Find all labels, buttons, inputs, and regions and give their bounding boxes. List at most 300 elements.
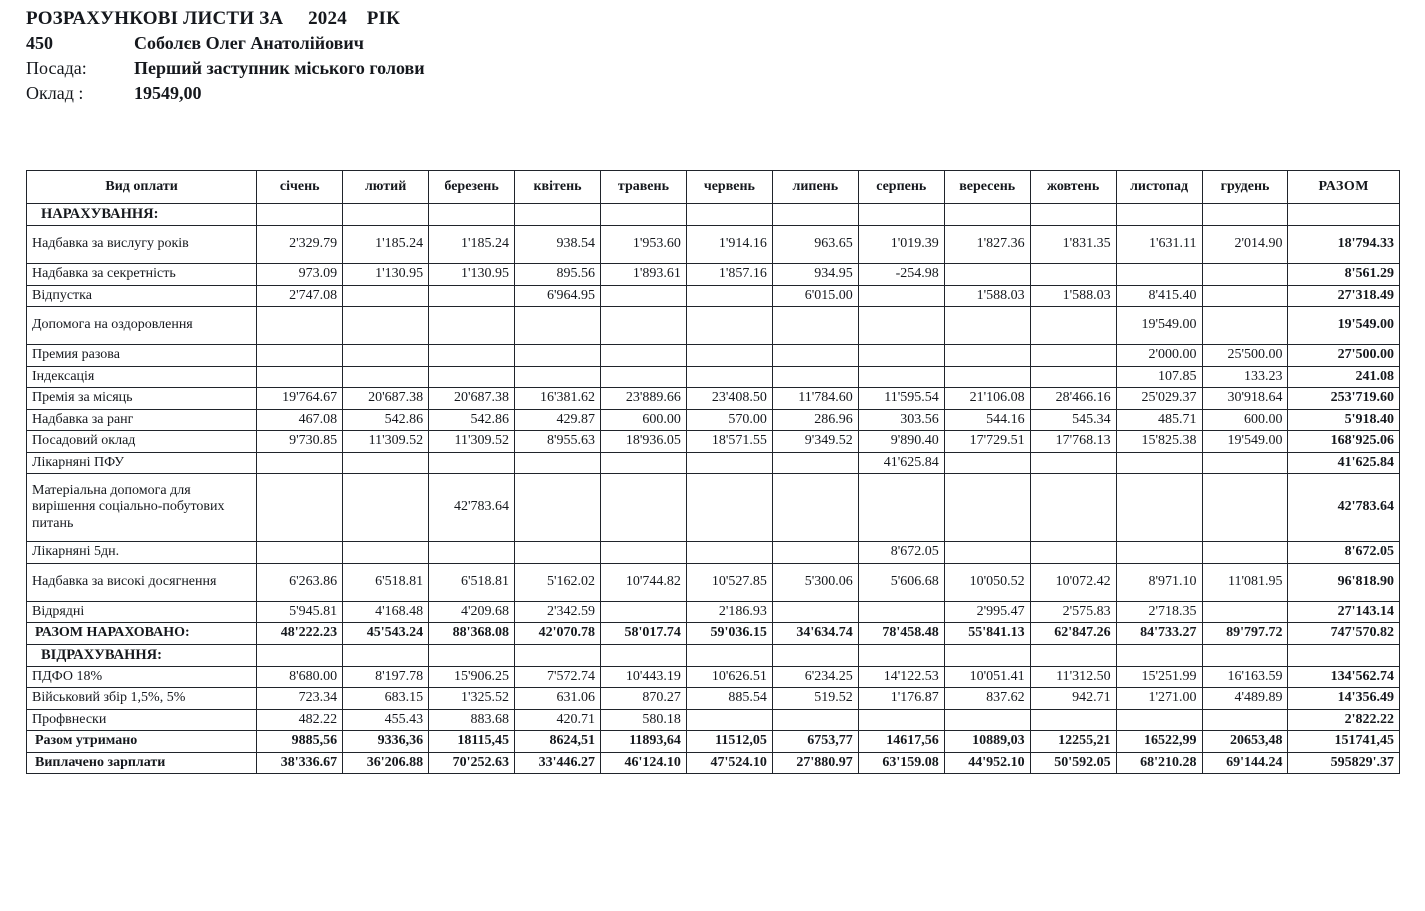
cell-march: 20'687.38 xyxy=(429,388,515,410)
cell-december: 69'144.24 xyxy=(1202,752,1288,774)
row-label: Лікарняні ПФУ xyxy=(27,452,257,474)
table-row xyxy=(27,474,1400,542)
cell-july: 27'880.97 xyxy=(772,752,858,774)
cell-july xyxy=(772,474,858,542)
employee-name: Соболєв Олег Анатолійович xyxy=(134,33,364,53)
cell-november: 84'733.27 xyxy=(1116,623,1202,645)
total-withheld-row xyxy=(27,731,1400,753)
cell-july xyxy=(772,345,858,367)
table-row xyxy=(27,366,1400,388)
cell-total: 8'561.29 xyxy=(1288,264,1400,286)
cell-september xyxy=(944,264,1030,286)
table-row xyxy=(27,264,1400,286)
table-row xyxy=(27,601,1400,623)
cell-december xyxy=(1202,709,1288,731)
cell-april: 631.06 xyxy=(515,688,601,710)
cell-june xyxy=(686,474,772,542)
section-header-deductions xyxy=(27,644,1400,666)
cell-september xyxy=(944,709,1030,731)
cell-january: 9885,56 xyxy=(257,731,343,753)
row-label: Разом утримано xyxy=(27,731,257,753)
cell-january: 9'730.85 xyxy=(257,431,343,453)
row-label: Виплачено зарплати xyxy=(27,752,257,774)
column-header-december: грудень xyxy=(1202,171,1288,204)
section-spacer xyxy=(429,204,515,226)
table-row xyxy=(27,409,1400,431)
section-label-deductions: ВІДРАХУВАННЯ: xyxy=(27,644,257,666)
section-spacer xyxy=(257,644,343,666)
cell-november: 68'210.28 xyxy=(1116,752,1202,774)
cell-april xyxy=(515,366,601,388)
table-row xyxy=(27,345,1400,367)
section-spacer xyxy=(600,204,686,226)
cell-december: 4'489.89 xyxy=(1202,688,1288,710)
cell-october xyxy=(1030,542,1116,564)
cell-august: 8'672.05 xyxy=(858,542,944,564)
cell-april: 2'342.59 xyxy=(515,601,601,623)
cell-november: 25'029.37 xyxy=(1116,388,1202,410)
cell-november xyxy=(1116,452,1202,474)
cell-january xyxy=(257,542,343,564)
cell-december: 19'549.00 xyxy=(1202,431,1288,453)
cell-december: 25'500.00 xyxy=(1202,345,1288,367)
cell-total: 747'570.82 xyxy=(1288,623,1400,645)
cell-february: 36'206.88 xyxy=(343,752,429,774)
cell-june: 18'571.55 xyxy=(686,431,772,453)
cell-december: 11'081.95 xyxy=(1202,563,1288,601)
row-label: ПДФО 18% xyxy=(27,666,257,688)
cell-september xyxy=(944,366,1030,388)
cell-december xyxy=(1202,542,1288,564)
cell-august: 5'606.68 xyxy=(858,563,944,601)
cell-april: 42'070.78 xyxy=(515,623,601,645)
cell-total: 96'818.90 xyxy=(1288,563,1400,601)
column-header-november: листопад xyxy=(1116,171,1202,204)
cell-february xyxy=(343,542,429,564)
cell-august: 1'019.39 xyxy=(858,226,944,264)
cell-june xyxy=(686,307,772,345)
cell-october: 1'588.03 xyxy=(1030,285,1116,307)
cell-january xyxy=(257,345,343,367)
salary-paid-row xyxy=(27,752,1400,774)
row-label: Надбавка за ранг xyxy=(27,409,257,431)
cell-may: 18'936.05 xyxy=(600,431,686,453)
cell-february: 1'185.24 xyxy=(343,226,429,264)
cell-june: 11512,05 xyxy=(686,731,772,753)
section-spacer xyxy=(772,204,858,226)
cell-october: 942.71 xyxy=(1030,688,1116,710)
section-spacer xyxy=(1116,644,1202,666)
cell-july xyxy=(772,366,858,388)
cell-july: 6'234.25 xyxy=(772,666,858,688)
cell-may xyxy=(600,285,686,307)
row-label: Надбавка за вислугу років xyxy=(27,226,257,264)
cell-february: 1'130.95 xyxy=(343,264,429,286)
cell-february: 9336,36 xyxy=(343,731,429,753)
cell-june xyxy=(686,366,772,388)
cell-january: 38'336.67 xyxy=(257,752,343,774)
cell-october: 28'466.16 xyxy=(1030,388,1116,410)
cell-march: 6'518.81 xyxy=(429,563,515,601)
cell-january: 48'222.23 xyxy=(257,623,343,645)
cell-total: 168'925.06 xyxy=(1288,431,1400,453)
cell-april xyxy=(515,345,601,367)
cell-total: 18'794.33 xyxy=(1288,226,1400,264)
cell-september xyxy=(944,307,1030,345)
section-spacer xyxy=(1202,644,1288,666)
cell-september: 17'729.51 xyxy=(944,431,1030,453)
cell-june xyxy=(686,452,772,474)
cell-july: 11'784.60 xyxy=(772,388,858,410)
column-header-march: березень xyxy=(429,171,515,204)
cell-march: 18115,45 xyxy=(429,731,515,753)
cell-march xyxy=(429,307,515,345)
cell-april: 16'381.62 xyxy=(515,388,601,410)
cell-april: 938.54 xyxy=(515,226,601,264)
cell-may: 580.18 xyxy=(600,709,686,731)
cell-august: 78'458.48 xyxy=(858,623,944,645)
cell-november xyxy=(1116,264,1202,286)
column-header-july: липень xyxy=(772,171,858,204)
cell-july: 6'015.00 xyxy=(772,285,858,307)
cell-february xyxy=(343,285,429,307)
column-header-pay-type: Вид оплати xyxy=(27,171,257,204)
section-spacer xyxy=(515,644,601,666)
cell-june: 59'036.15 xyxy=(686,623,772,645)
cell-august xyxy=(858,366,944,388)
cell-october: 11'312.50 xyxy=(1030,666,1116,688)
table-row xyxy=(27,542,1400,564)
cell-february: 683.15 xyxy=(343,688,429,710)
cell-february: 45'543.24 xyxy=(343,623,429,645)
cell-october: 62'847.26 xyxy=(1030,623,1116,645)
table-row xyxy=(27,709,1400,731)
cell-september xyxy=(944,345,1030,367)
cell-march: 11'309.52 xyxy=(429,431,515,453)
cell-july xyxy=(772,542,858,564)
cell-december: 16'163.59 xyxy=(1202,666,1288,688)
cell-august: -254.98 xyxy=(858,264,944,286)
cell-april: 8624,51 xyxy=(515,731,601,753)
section-spacer xyxy=(686,644,772,666)
document-header xyxy=(26,8,1026,108)
column-header-august: серпень xyxy=(858,171,944,204)
cell-march: 42'783.64 xyxy=(429,474,515,542)
total-accrued-row xyxy=(27,623,1400,645)
cell-march xyxy=(429,285,515,307)
cell-july: 963.65 xyxy=(772,226,858,264)
cell-august xyxy=(858,345,944,367)
cell-march: 15'906.25 xyxy=(429,666,515,688)
cell-july: 934.95 xyxy=(772,264,858,286)
cell-total: 8'672.05 xyxy=(1288,542,1400,564)
row-label: Надбавка за секретність xyxy=(27,264,257,286)
cell-may: 10'443.19 xyxy=(600,666,686,688)
cell-july xyxy=(772,709,858,731)
cell-february: 6'518.81 xyxy=(343,563,429,601)
cell-november: 15'251.99 xyxy=(1116,666,1202,688)
cell-total: 134'562.74 xyxy=(1288,666,1400,688)
cell-november xyxy=(1116,474,1202,542)
salary-value: 19549,00 xyxy=(134,83,202,103)
cell-july: 9'349.52 xyxy=(772,431,858,453)
section-header-accruals xyxy=(27,204,1400,226)
cell-march: 883.68 xyxy=(429,709,515,731)
position-label: Посада: xyxy=(26,58,87,78)
cell-july: 34'634.74 xyxy=(772,623,858,645)
cell-february: 455.43 xyxy=(343,709,429,731)
table-row xyxy=(27,688,1400,710)
row-label: Премия разова xyxy=(27,345,257,367)
row-label: РАЗОМ НАРАХОВАНО: xyxy=(27,623,257,645)
cell-march: 4'209.68 xyxy=(429,601,515,623)
row-label: Відпустка xyxy=(27,285,257,307)
cell-november: 8'971.10 xyxy=(1116,563,1202,601)
cell-june: 23'408.50 xyxy=(686,388,772,410)
cell-may xyxy=(600,307,686,345)
cell-november: 1'271.00 xyxy=(1116,688,1202,710)
table-row xyxy=(27,563,1400,601)
cell-july: 5'300.06 xyxy=(772,563,858,601)
header-title-row xyxy=(26,8,1026,30)
cell-january: 2'329.79 xyxy=(257,226,343,264)
payroll-table xyxy=(26,170,1400,774)
cell-january: 5'945.81 xyxy=(257,601,343,623)
cell-may xyxy=(600,366,686,388)
payroll-table-wrapper xyxy=(26,170,1400,774)
cell-november: 2'718.35 xyxy=(1116,601,1202,623)
cell-november: 8'415.40 xyxy=(1116,285,1202,307)
cell-total: 27'318.49 xyxy=(1288,285,1400,307)
cell-may: 1'953.60 xyxy=(600,226,686,264)
cell-october: 12255,21 xyxy=(1030,731,1116,753)
section-label-accruals: НАРАХУВАННЯ: xyxy=(27,204,257,226)
cell-may: 10'744.82 xyxy=(600,563,686,601)
cell-june: 2'186.93 xyxy=(686,601,772,623)
cell-may: 1'893.61 xyxy=(600,264,686,286)
cell-january: 467.08 xyxy=(257,409,343,431)
cell-may: 23'889.66 xyxy=(600,388,686,410)
cell-september: 544.16 xyxy=(944,409,1030,431)
table-row xyxy=(27,431,1400,453)
section-spacer xyxy=(1288,644,1400,666)
employee-number: 450 xyxy=(26,33,53,53)
section-spacer xyxy=(772,644,858,666)
cell-january: 2'747.08 xyxy=(257,285,343,307)
cell-january: 6'263.86 xyxy=(257,563,343,601)
cell-october xyxy=(1030,709,1116,731)
section-spacer xyxy=(944,644,1030,666)
cell-december: 30'918.64 xyxy=(1202,388,1288,410)
column-header-september: вересень xyxy=(944,171,1030,204)
table-row xyxy=(27,388,1400,410)
cell-total: 41'625.84 xyxy=(1288,452,1400,474)
cell-march xyxy=(429,542,515,564)
cell-december xyxy=(1202,285,1288,307)
row-label: Посадовий оклад xyxy=(27,431,257,453)
cell-total: 595829'.37 xyxy=(1288,752,1400,774)
cell-july xyxy=(772,452,858,474)
cell-may xyxy=(600,542,686,564)
cell-october xyxy=(1030,452,1116,474)
section-spacer xyxy=(600,644,686,666)
cell-january: 723.34 xyxy=(257,688,343,710)
cell-june: 1'914.16 xyxy=(686,226,772,264)
cell-march xyxy=(429,345,515,367)
cell-april xyxy=(515,542,601,564)
cell-total: 14'356.49 xyxy=(1288,688,1400,710)
cell-december xyxy=(1202,264,1288,286)
cell-november: 16522,99 xyxy=(1116,731,1202,753)
cell-september: 1'827.36 xyxy=(944,226,1030,264)
cell-july: 286.96 xyxy=(772,409,858,431)
cell-may: 600.00 xyxy=(600,409,686,431)
cell-december xyxy=(1202,601,1288,623)
cell-august xyxy=(858,307,944,345)
page-title: РОЗРАХУНКОВІ ЛИСТИ ЗА 2024 РІК xyxy=(26,8,401,29)
cell-july xyxy=(772,307,858,345)
cell-total: 19'549.00 xyxy=(1288,307,1400,345)
cell-august xyxy=(858,474,944,542)
cell-april: 6'964.95 xyxy=(515,285,601,307)
cell-may xyxy=(600,474,686,542)
cell-april: 895.56 xyxy=(515,264,601,286)
column-header-may: травень xyxy=(600,171,686,204)
column-header-april: квітень xyxy=(515,171,601,204)
cell-july xyxy=(772,601,858,623)
cell-february xyxy=(343,366,429,388)
cell-june: 10'527.85 xyxy=(686,563,772,601)
table-row xyxy=(27,307,1400,345)
row-label: Відрядні xyxy=(27,601,257,623)
row-label: Премія за місяць xyxy=(27,388,257,410)
cell-total: 151741,45 xyxy=(1288,731,1400,753)
cell-august: 11'595.54 xyxy=(858,388,944,410)
cell-october: 2'575.83 xyxy=(1030,601,1116,623)
cell-october: 17'768.13 xyxy=(1030,431,1116,453)
section-spacer xyxy=(686,204,772,226)
cell-may xyxy=(600,601,686,623)
cell-april xyxy=(515,307,601,345)
cell-may xyxy=(600,452,686,474)
cell-april: 5'162.02 xyxy=(515,563,601,601)
header-salary-row xyxy=(26,83,1026,105)
cell-october xyxy=(1030,474,1116,542)
cell-november: 2'000.00 xyxy=(1116,345,1202,367)
cell-february: 4'168.48 xyxy=(343,601,429,623)
salary-label: Оклад : xyxy=(26,83,84,103)
row-label: Надбавка за високі досягнення xyxy=(27,563,257,601)
section-spacer xyxy=(1030,644,1116,666)
cell-august xyxy=(858,709,944,731)
cell-december: 20653,48 xyxy=(1202,731,1288,753)
cell-january: 8'680.00 xyxy=(257,666,343,688)
cell-september: 2'995.47 xyxy=(944,601,1030,623)
cell-september: 55'841.13 xyxy=(944,623,1030,645)
column-header-total: РАЗОМ xyxy=(1288,171,1400,204)
cell-june xyxy=(686,709,772,731)
cell-march: 1'130.95 xyxy=(429,264,515,286)
cell-total: 241.08 xyxy=(1288,366,1400,388)
table-header-row xyxy=(27,171,1400,204)
section-spacer xyxy=(343,644,429,666)
section-spacer xyxy=(429,644,515,666)
cell-february xyxy=(343,452,429,474)
cell-november: 15'825.38 xyxy=(1116,431,1202,453)
cell-december: 2'014.90 xyxy=(1202,226,1288,264)
cell-april xyxy=(515,474,601,542)
section-spacer xyxy=(1202,204,1288,226)
section-spacer xyxy=(515,204,601,226)
cell-january: 973.09 xyxy=(257,264,343,286)
cell-august: 303.56 xyxy=(858,409,944,431)
section-spacer xyxy=(257,204,343,226)
section-spacer xyxy=(1288,204,1400,226)
cell-june: 570.00 xyxy=(686,409,772,431)
cell-september xyxy=(944,474,1030,542)
cell-december xyxy=(1202,452,1288,474)
cell-april: 33'446.27 xyxy=(515,752,601,774)
section-spacer xyxy=(1030,204,1116,226)
cell-august: 63'159.08 xyxy=(858,752,944,774)
cell-total: 5'918.40 xyxy=(1288,409,1400,431)
cell-june: 47'524.10 xyxy=(686,752,772,774)
cell-december xyxy=(1202,474,1288,542)
cell-november: 19'549.00 xyxy=(1116,307,1202,345)
cell-march: 1'325.52 xyxy=(429,688,515,710)
cell-april: 8'955.63 xyxy=(515,431,601,453)
cell-march xyxy=(429,366,515,388)
cell-august xyxy=(858,285,944,307)
cell-november: 1'631.11 xyxy=(1116,226,1202,264)
cell-july: 519.52 xyxy=(772,688,858,710)
cell-february xyxy=(343,307,429,345)
row-label: Індексація xyxy=(27,366,257,388)
cell-december: 133.23 xyxy=(1202,366,1288,388)
cell-september: 10889,03 xyxy=(944,731,1030,753)
cell-november xyxy=(1116,542,1202,564)
header-position-row xyxy=(26,58,1026,80)
cell-september: 1'588.03 xyxy=(944,285,1030,307)
cell-june: 1'857.16 xyxy=(686,264,772,286)
cell-february: 20'687.38 xyxy=(343,388,429,410)
cell-february: 542.86 xyxy=(343,409,429,431)
section-spacer xyxy=(858,644,944,666)
cell-october: 1'831.35 xyxy=(1030,226,1116,264)
cell-december: 89'797.72 xyxy=(1202,623,1288,645)
cell-november: 107.85 xyxy=(1116,366,1202,388)
table-row xyxy=(27,285,1400,307)
cell-may: 870.27 xyxy=(600,688,686,710)
cell-march: 88'368.08 xyxy=(429,623,515,645)
cell-january xyxy=(257,307,343,345)
cell-april xyxy=(515,452,601,474)
cell-may: 11893,64 xyxy=(600,731,686,753)
cell-march xyxy=(429,452,515,474)
cell-total: 253'719.60 xyxy=(1288,388,1400,410)
cell-december: 600.00 xyxy=(1202,409,1288,431)
cell-september: 21'106.08 xyxy=(944,388,1030,410)
cell-may: 46'124.10 xyxy=(600,752,686,774)
cell-october xyxy=(1030,345,1116,367)
cell-february: 8'197.78 xyxy=(343,666,429,688)
cell-total: 27'143.14 xyxy=(1288,601,1400,623)
cell-august: 1'176.87 xyxy=(858,688,944,710)
cell-february xyxy=(343,474,429,542)
cell-september xyxy=(944,452,1030,474)
cell-september: 44'952.10 xyxy=(944,752,1030,774)
column-header-june: червень xyxy=(686,171,772,204)
